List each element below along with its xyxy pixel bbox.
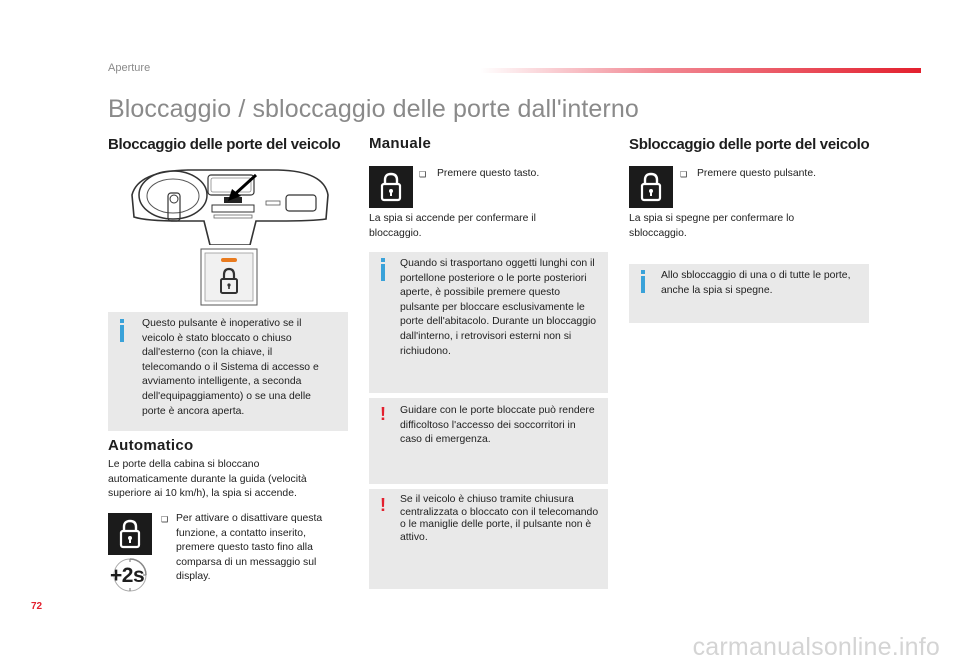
- unlock-heading: Sbloccaggio delle porte del veicolo: [629, 136, 870, 153]
- info-icon: [120, 325, 124, 342]
- manual-heading: Manuale: [369, 135, 432, 152]
- warning-note-text: Se il veicolo è chiuso tramite chiusura centralizzata o bloccato con il telecomando o le maniglie delle porte, il pulsante non è attivo.: [400, 494, 599, 543]
- bullet-icon: ❑: [680, 170, 688, 179]
- section-label: Aperture: [108, 62, 151, 74]
- hold-duration-label: +2s: [110, 564, 145, 587]
- page-title: Bloccaggio / sbloccaggio delle porte dall'interno: [108, 95, 639, 123]
- automatic-text: Le porte della cabina si bloccano automaticamente durante la guida (velocità superiore ai 10 km/h), la spia si accende.: [108, 459, 307, 500]
- unlock-step-text: Premere questo pulsante.: [697, 168, 816, 179]
- bullet-icon: ❑: [161, 515, 169, 524]
- automatic-heading: Automatico: [108, 437, 194, 454]
- page-number: 72: [31, 601, 43, 612]
- manual-step-text: Premere questo tasto.: [437, 168, 540, 179]
- unlock-result-text: La spia si spegne per confermare lo sbloccaggio.: [629, 213, 795, 239]
- bullet-icon: ❑: [419, 170, 427, 179]
- lock-button-manual: [369, 166, 413, 208]
- info-note-text: Quando si trasportano oggetti lunghi con il portellone posteriore o le porte posteriori aperte, è possibile premere questo pulsante per bloccare esclusivamente le porte dell'abitacolo. Durante un bloccaggio dall'interno, i retrovisori esterni non si richiudono.: [400, 258, 597, 357]
- lock-icon: [639, 172, 663, 202]
- button-closeup: [200, 248, 258, 306]
- automatic-step-text: Per attivare o disattivare questa funzione, a contatto inserito, premere questo tasto fino alla comparsa di un messaggio sul display.: [176, 513, 323, 583]
- lock-button-unlock: [629, 166, 673, 208]
- info-note-text: Questo pulsante è inoperativo se il veicolo è stato bloccato o chiuso dall'esterno (con la chiave, il telecomando o il Sistema di accesso e avviamento intelligente, a seconda dell'equipaggiamento) o se una delle porte è ancora aperta.: [142, 318, 319, 417]
- warning-icon: !: [380, 495, 386, 515]
- lock-button-auto: [108, 513, 152, 555]
- dashboard-illustration: [128, 165, 332, 245]
- lock-icon: [379, 172, 403, 202]
- header-accent-bar: [480, 68, 921, 73]
- info-icon: [641, 276, 645, 293]
- info-icon: [381, 264, 385, 281]
- warning-icon: !: [380, 404, 386, 424]
- lock-icon: [118, 519, 142, 549]
- info-note-text: Allo sbloccaggio di una o di tutte le porte, anche la spia si spegne.: [661, 270, 851, 296]
- manual-result-text: La spia si accende per confermare il bloccaggio.: [369, 213, 536, 239]
- watermark: carmanualsonline.info: [692, 633, 940, 661]
- warning-note-text: Guidare con le porte bloccate può rendere difficoltoso l'accesso dei soccorritori in caso di emergenza.: [400, 405, 595, 446]
- lock-heading: Bloccaggio delle porte del veicolo: [108, 136, 341, 153]
